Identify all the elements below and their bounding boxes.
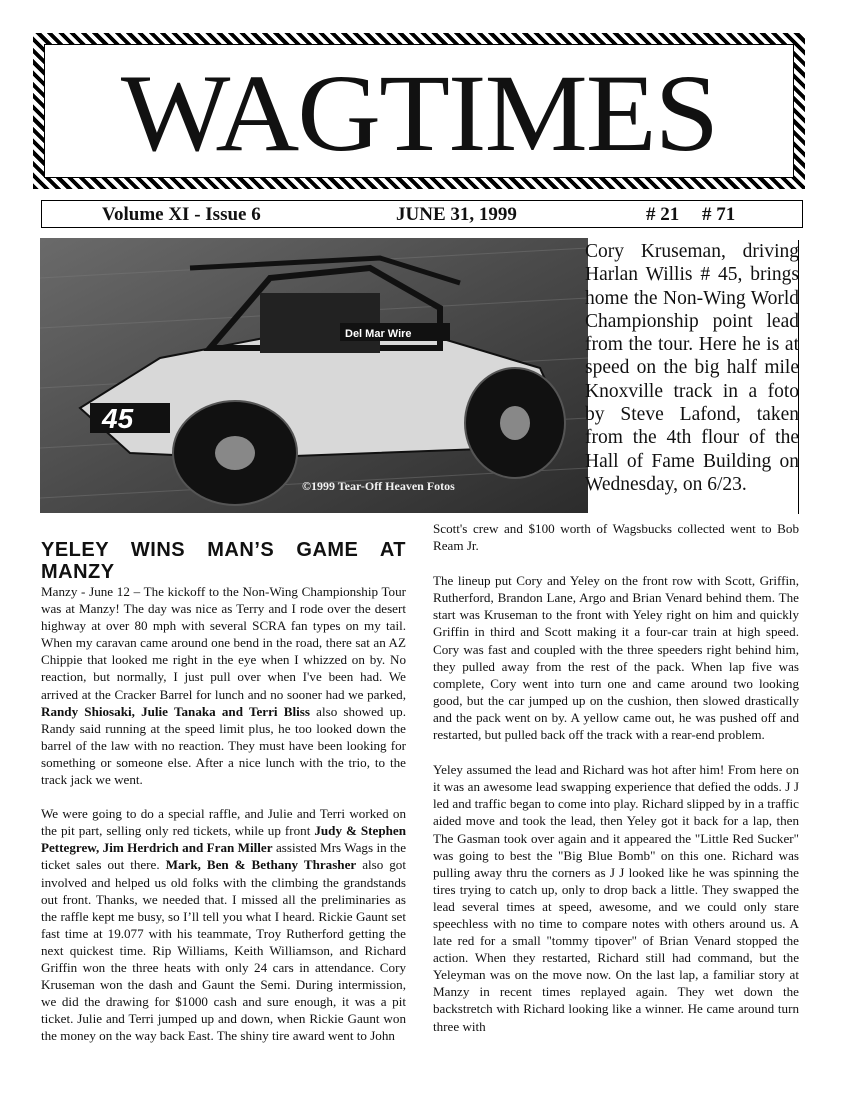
race-car-image — [40, 238, 588, 513]
sponsor-decal: Del Mar Wire — [345, 328, 412, 340]
photo-credit: ©1999 Tear-Off Heaven Fotos — [302, 479, 455, 493]
article-headline-line2: MANZY — [41, 561, 115, 583]
issue-date: JUNE 31, 1999 — [396, 204, 517, 225]
article-paragraph-5: Yeley assumed the lead and Richard was hot after him! From here on it was an awesome lead swapping experience that defied the odds. J J led and traffic began to come into play. Richard slipped by in a traffic aided move and took the lead, then Yeley got it back for a lap, then The Gasman took over again and it appeared the "Little Red Sucker" was going to best the "Big Blue Bomb" on this one. Richard was pulling away thru the corners as J J looked like he was spinning the tires trying to catch up, only to drop back a little. They swapped the lead several times at speed, awesome, and we could only stare speechless with no time to compare notes with others around us. A late red for a small "tommy tipover" of Brian Venard stopped the action. When they restarted, Richard still had command, but the Yeleyman was on the move now. On the last lap, a familiar story at Manzy in recent times replayed again. They wet down the backstretch with Richard looking like a winner. He came around turn three with — [433, 762, 799, 1034]
article-paragraph-1: Manzy - June 12 – The kickoff to the Non-Wing Championship Tour was at Manzy! The day was nice as Terry and I rode over the desert highway at over 80 mph with several SCRA fan types on my tail. When my caravan came around one bend in the road, there sat an AZ Chippie that looked me right in the eye when I whizzed on by. No reaction, but normally, I just pull over when I've been had. We arrived at the Cracker Barrel for lunch and no sooner had we parked, Randy Shiosaki, Julie Tanaka and Terri Bliss also showed up. Randy said running at the speed limit plus, he too looked down the barrel of the law with no reaction. They must have been looking for something or someone else. After a nice lunch with the trio, to the track jack we went. — [41, 584, 406, 788]
article-column-left — [41, 539, 406, 1044]
issue-number-1: # 21 — [646, 204, 680, 225]
volume-issue: Volume XI - Issue 6 — [102, 204, 261, 225]
sprint-car-photo — [40, 238, 588, 513]
article-headline-line1: YELEY WINS MAN’S GAME AT — [41, 539, 406, 561]
article-paragraph-4: The lineup put Cory and Yeley on the front row with Scott, Griffin, Rutherford, Brandon Lane, Argo and Brian Venard behind them. The start was Kruseman to the front with Yeley right on him and quickly Griffin in third and Scott making it a four-car train at high speed. Cory was fast and coupled with the three speeders right behind him, they pulled away from the rest of the pack. When lap five was complete, Cory went into turn one and came around two looking good, but the car jumped up on the cushion, then slowed drastically and the pack went on by. A yellow came out, he was pushed off and restarted, but pulled back off the track with a rear-end problem. — [433, 573, 799, 743]
caption-border — [585, 240, 799, 514]
article-paragraph-2: We were going to do a special raffle, and Julie and Terri worked on the pit part, selling only red tickets, while up front Judy & Stephen Pettegrew, Jim Herdrich and Fran Miller assisted Mrs Wags in the ticket sales out there. Mark, Ben & Bethany Thrasher also got involved and helped us old folks with the climbing the grandstands out front. Thanks, we needed that. I missed all the preliminaries as the raffle kept me busy, so I’ll tell you what I heard. Rickie Gaunt set fast time at 19.077 with his teammate, Troy Rutherford getting the next quickest time. Rip Williams, Keith Williamson, and Richard Griffin won the three heats with only 24 cars in attendance. Cory Kruseman won the dash and Gaunt the Semi. During intermission, we did the drawing for $1000 cash and sure enough, it was a pit ticket. Julie and Terri jumped up and down, when Rickie Gaunt won the money on the way back East. The shiny tire award went to John — [41, 806, 406, 1044]
masthead-frame — [44, 44, 794, 178]
car-number: 45 — [102, 403, 134, 434]
article-column-right — [433, 520, 799, 1035]
newsletter-title: WAGTIMES — [120, 53, 718, 175]
issue-number-2: # 71 — [702, 204, 736, 225]
photo-caption: Cory Kruseman, driving Harlan Willis # 45, brings home the Non-Wing World Championship point lead from the tour. Here he is at speed on the big half mile Knoxville track in a foto by Steve Lafond, taken from the 4th flour of the Hall of Fame Building on Wednesday, on 6/23. — [585, 241, 799, 495]
masthead-banner — [33, 33, 805, 189]
article-paragraph-3: Scott's crew and $100 worth of Wagsbucks collected went to Bob Ream Jr. — [433, 521, 799, 554]
issue-info-bar — [41, 200, 803, 228]
